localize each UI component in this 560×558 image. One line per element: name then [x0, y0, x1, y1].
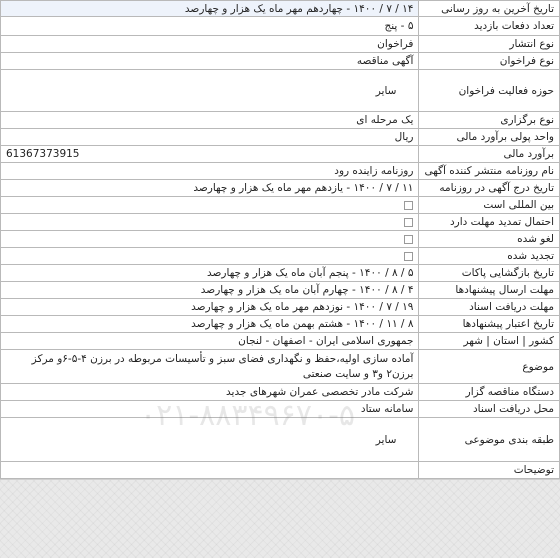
row-international	[1, 197, 560, 214]
row-last-update	[1, 1, 560, 17]
value-doc-location: سامانه ستاد	[1, 401, 419, 418]
value-location: جمهوری اسلامی ایران - اصفهان - لنجان	[1, 333, 419, 350]
label-extension: احتمال تمدید مهلت دارد	[419, 214, 560, 231]
value-ad-date: ۱۱ / ۷ / ۱۴۰۰ - یازدهم مهر ماه یک هزار و چهارصد	[1, 180, 419, 197]
label-category: طبقه بندی موضوعی	[419, 418, 560, 462]
label-visits: تعداد دفعات بازدید	[419, 17, 560, 36]
value-doc-deadline: ۱۹ / ۷ / ۱۴۰۰ - نوزدهم مهر ماه یک هزار و چهارصد	[1, 299, 419, 316]
watermark-phone: ۰۲۱-۸۸۳۴۹۶۷۰-۵	[140, 398, 356, 433]
row-location	[1, 333, 560, 350]
checkbox-international	[404, 201, 413, 210]
row-visits	[1, 17, 560, 36]
row-activity	[1, 70, 560, 112]
label-publish-type: نوع انتشار	[419, 36, 560, 53]
label-cancelled: لغو شده	[419, 231, 560, 248]
value-hold-type: یک مرحله ای	[1, 112, 419, 129]
label-notes: توضیحات	[419, 462, 560, 479]
checkbox-renewal	[404, 252, 413, 261]
value-category: سایر	[1, 418, 419, 462]
row-renewal	[1, 248, 560, 265]
label-estimate: برآورد مالی	[419, 146, 560, 163]
value-newspaper: روزنامه زاینده رود	[1, 163, 419, 180]
label-newspaper: نام روزنامه منتشر کننده آگهی	[419, 163, 560, 180]
label-renewal: تجدید شده	[419, 248, 560, 265]
row-submit-deadline	[1, 282, 560, 299]
row-hold-type	[1, 112, 560, 129]
label-activity: حوزه فعالیت فراخوان	[419, 70, 560, 112]
row-opening	[1, 265, 560, 282]
row-publish-type	[1, 36, 560, 53]
label-hold-type: نوع برگزاری	[419, 112, 560, 129]
value-notes	[1, 462, 419, 479]
value-international	[1, 197, 419, 214]
row-cancelled	[1, 231, 560, 248]
value-publish-type: فراخوان	[1, 36, 419, 53]
row-doc-deadline	[1, 299, 560, 316]
label-subject: موضوع	[419, 350, 560, 384]
row-subject	[1, 350, 560, 384]
label-currency: واحد پولی برآورد مالی	[419, 129, 560, 146]
value-opening: ۵ / ۸ / ۱۴۰۰ - پنجم آبان ماه یک هزار و چهارصد	[1, 265, 419, 282]
checkbox-extension	[404, 218, 413, 227]
label-last-update: تاریخ آخرین به روز رسانی	[419, 1, 560, 17]
label-doc-deadline: مهلت دریافت اسناد	[419, 299, 560, 316]
value-subject: آماده سازی اولیه،حفظ و نگهداری فضای سبز و تأسیسات مربوطه در برزن ۴-۵-۶و مرکز برزن۲ و۳ و سایت صنعتی	[1, 350, 419, 384]
value-visits: ۵ - پنج	[1, 17, 419, 36]
value-organizer: شرکت مادر تخصصی عمران شهرهای جدید	[1, 384, 419, 401]
row-newspaper	[1, 163, 560, 180]
row-ad-date	[1, 180, 560, 197]
value-estimate: 61367373915	[1, 146, 419, 163]
label-call-type: نوع فراخوان	[419, 53, 560, 70]
footer-pattern	[0, 479, 560, 558]
value-cancelled	[1, 231, 419, 248]
value-renewal	[1, 248, 419, 265]
checkbox-cancelled	[404, 235, 413, 244]
value-extension	[1, 214, 419, 231]
label-doc-location: محل دریافت اسناد	[419, 401, 560, 418]
label-location: کشور | استان | شهر	[419, 333, 560, 350]
value-activity: سایر	[1, 70, 419, 112]
value-submit-deadline: ۴ / ۸ / ۱۴۰۰ - چهارم آبان ماه یک هزار و چهارصد	[1, 282, 419, 299]
row-currency	[1, 129, 560, 146]
value-validity: ۸ / ۱۱ / ۱۴۰۰ - هشتم بهمن ماه یک هزار و چهارصد	[1, 316, 419, 333]
row-call-type	[1, 53, 560, 70]
row-estimate	[1, 146, 560, 163]
label-ad-date: تاریخ درج آگهی در روزنامه	[419, 180, 560, 197]
label-opening: تاریخ بازگشایی پاکات	[419, 265, 560, 282]
value-last-update: ۱۴ / ۷ / ۱۴۰۰ - چهاردهم مهر ماه یک هزار و چهارصد	[1, 1, 419, 17]
label-submit-deadline: مهلت ارسال پیشنهادها	[419, 282, 560, 299]
label-organizer: دستگاه مناقصه گزار	[419, 384, 560, 401]
value-currency: ریال	[1, 129, 419, 146]
row-extension	[1, 214, 560, 231]
row-notes	[1, 462, 560, 479]
value-call-type: آگهی مناقصه	[1, 53, 419, 70]
row-validity	[1, 316, 560, 333]
label-validity: تاریخ اعتبار پیشنهادها	[419, 316, 560, 333]
label-international: بین المللی است	[419, 197, 560, 214]
